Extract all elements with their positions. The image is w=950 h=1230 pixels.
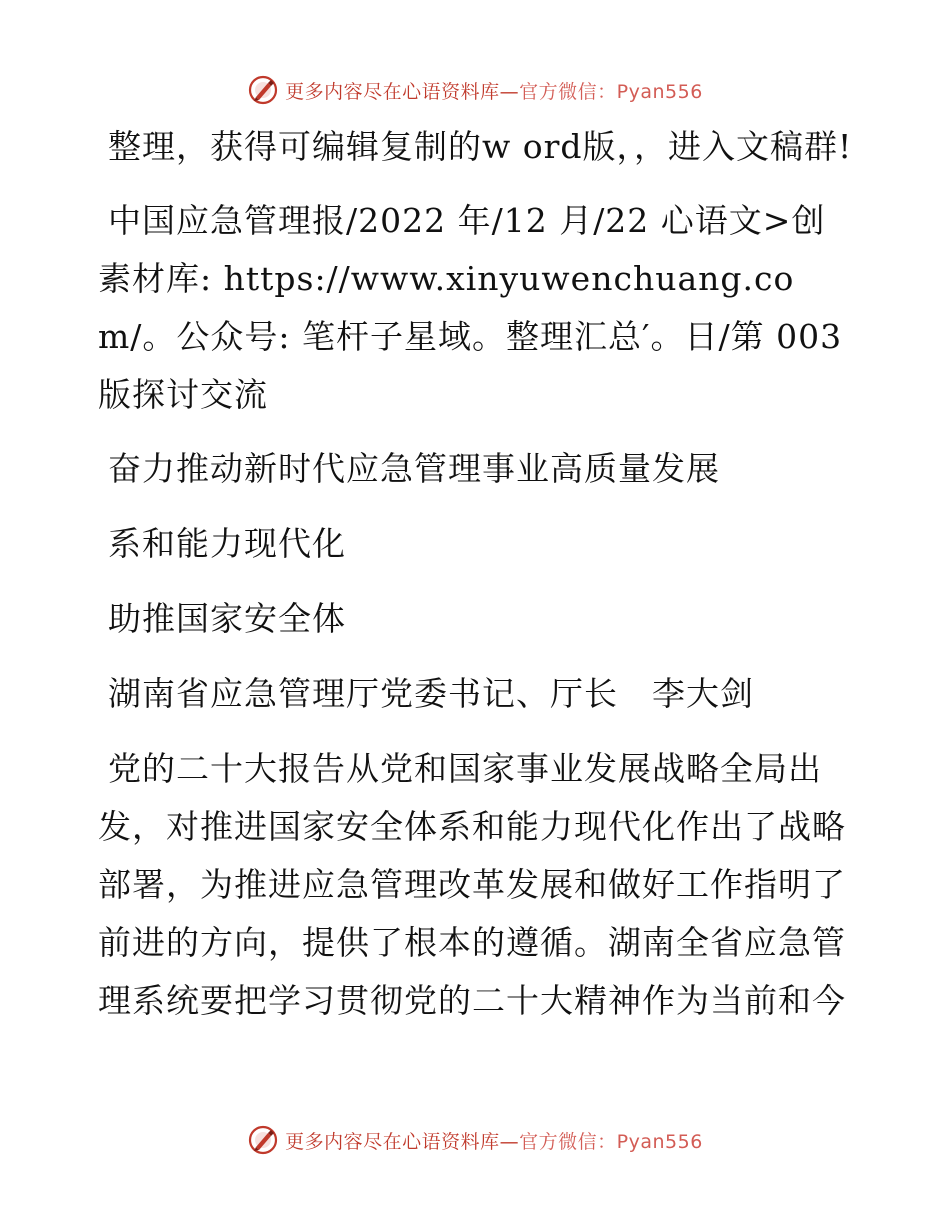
paragraph-body: 党的二十大报告从党和国家事业发展战略全局出发，对推进国家安全体系和能力现代化作出了战略部署，为推进应急管理改革发展和做好工作指明了前进的方向，提供了根本的遵循。湖南全省应急管理系统要把学习贯彻党的二十大精神作为当前和今	[98, 749, 846, 1020]
article-title-line-2: 系和能力现代化	[108, 524, 346, 563]
banner-wechat: 官方微信：Pyan556	[519, 1130, 703, 1153]
paragraph-source: 中国应急管理报/2022 年/12 月/22 心语文>创素材库: https://www.xinyuwenchuang.com/。公众号: 笔杆子星域。整理汇总′。日/第 003 版探讨交流	[98, 201, 843, 414]
header-banner-content	[247, 74, 703, 106]
article-title-line-3: 助推国家安全体	[108, 599, 346, 638]
pen-logo-icon	[247, 1124, 279, 1156]
article-author: 湖南省应急管理厅党委书记、厅长 李大剑	[108, 674, 754, 713]
pen-logo-icon	[247, 74, 279, 106]
paragraph-intro: 整理，获得可编辑复制的w ord版，，进入文稿群!	[108, 127, 853, 166]
banner-text: 更多内容尽在心语资料库—官方微信：Pyan556	[285, 1130, 703, 1153]
footer-banner	[0, 1120, 950, 1160]
article-title-line-1: 奋力推动新时代应急管理事业高质量发展	[108, 449, 720, 488]
document-body	[98, 118, 858, 1046]
footer-banner-content	[247, 1124, 703, 1156]
banner-text: 更多内容尽在心语资料库—官方微信：Pyan556	[285, 80, 703, 103]
banner-wechat: 官方微信：Pyan556	[519, 80, 703, 103]
header-banner	[0, 70, 950, 110]
